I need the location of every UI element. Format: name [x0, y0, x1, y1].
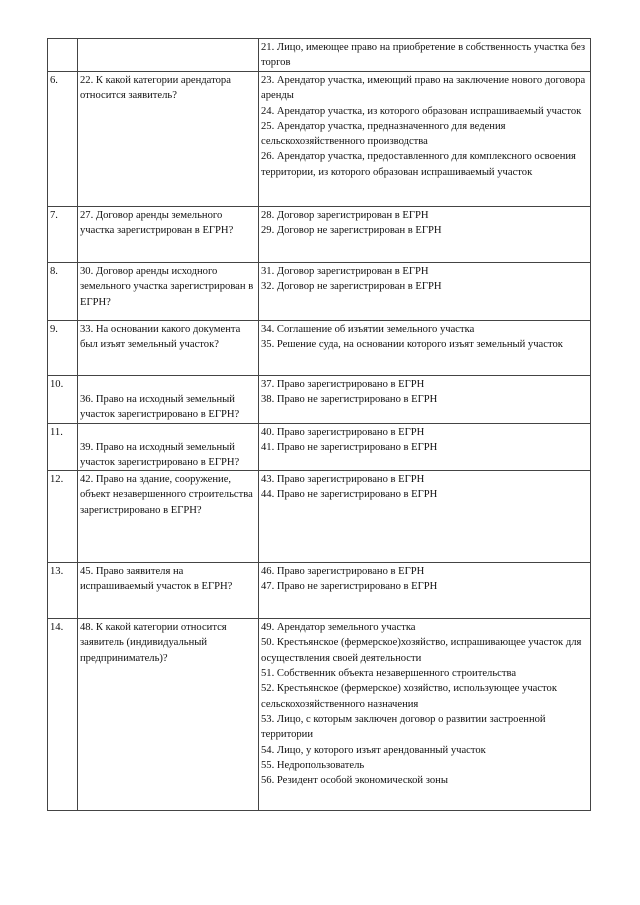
table-row — [48, 263, 591, 321]
question-text: 30. Договор аренды исходного земельного участка зарегистрирован в ЕГРН? — [80, 266, 254, 308]
question-text: 39. Право на исходный земельный участок зарегистрировано в ЕГРН? — [80, 441, 240, 468]
question-text: 48. К какой категории относится заявитель (индивидуальный предприниматель)? — [80, 622, 227, 664]
options-cell — [259, 72, 591, 207]
row-number: 10. — [48, 376, 78, 424]
answer-option: 32. Договор не зарегистрирован в ЕГРН — [261, 281, 442, 293]
table-row — [48, 72, 591, 207]
question-text: 22. К какой категории арендатора относится заявитель? — [80, 75, 231, 102]
options-cell — [259, 39, 591, 72]
options-cell — [259, 471, 591, 563]
spacer — [80, 377, 256, 392]
options-cell — [259, 563, 591, 619]
answer-option: 51. Собственник объекта незавершенного строительства — [261, 668, 517, 680]
question-cell — [78, 72, 259, 207]
options-cell — [259, 619, 591, 811]
row-number: 12. — [48, 471, 78, 563]
answer-option: 53. Лицо, с которым заключен договор о развитии застроенной территории — [261, 713, 546, 741]
question-cell — [78, 619, 259, 811]
table-row — [48, 207, 591, 263]
question-cell — [78, 563, 259, 619]
row-number: 14. — [48, 619, 78, 811]
options-cell — [259, 207, 591, 263]
answer-option: 28. Договор зарегистрирован в ЕГРН — [261, 210, 429, 221]
answer-option: 23. Арендатор участка, имеющий право на заключение нового договора аренды — [261, 75, 586, 102]
answer-option: 49. Арендатор земельного участка — [261, 622, 416, 634]
row-number: 7. — [48, 207, 78, 263]
row-number — [48, 39, 78, 72]
question-cell — [78, 423, 259, 471]
question-cell — [78, 39, 259, 72]
question-cell — [78, 376, 259, 424]
table-row — [48, 563, 591, 619]
answer-option: 43. Право зарегистрировано в ЕГРН — [261, 474, 425, 486]
answer-option: 41. Право не зарегистрировано в ЕГРН — [261, 441, 438, 453]
question-text: 33. На основании какого документа был изъят земельный участок? — [80, 324, 241, 351]
options-cell — [259, 321, 591, 376]
table-row — [48, 39, 591, 72]
answer-option: 46. Право зарегистрировано в ЕГРН — [261, 566, 425, 578]
table-row — [48, 619, 591, 811]
row-number: 9. — [48, 321, 78, 376]
table-body — [48, 39, 591, 811]
answer-option: 34. Соглашение об изъятии земельного участка — [261, 324, 475, 335]
answer-option: 52. Крестьянское (фермерское) хозяйство, использующее участок сельскохозяйственного назначения — [261, 683, 557, 710]
questionnaire-table — [47, 38, 591, 811]
table-row — [48, 376, 591, 424]
row-number: 11. — [48, 423, 78, 471]
options-cell — [259, 423, 591, 471]
answer-option: 29. Договор не зарегистрирован в ЕГРН — [261, 225, 442, 237]
answer-option: 47. Право не зарегистрировано в ЕГРН — [261, 581, 438, 593]
row-number: 13. — [48, 563, 78, 619]
answer-option: 54. Лицо, у которого изъят арендованный участок — [261, 744, 486, 756]
options-cell — [259, 263, 591, 321]
options-cell — [259, 376, 591, 424]
question-cell — [78, 471, 259, 563]
answer-option: 56. Резидент особой экономической зоны — [261, 775, 448, 787]
answer-option: 31. Договор зарегистрирован в ЕГРН — [261, 266, 429, 277]
answer-option: 25. Арендатор участка, предназначенного для ведения сельскохозяйственного производства — [261, 120, 506, 148]
row-number: 8. — [48, 263, 78, 321]
answer-option: 24. Арендатор участка, из которого образован испрашиваемый участок — [261, 105, 582, 117]
row-number: 6. — [48, 72, 78, 207]
table-row — [48, 321, 591, 376]
question-cell — [78, 207, 259, 263]
answer-option: 44. Право не зарегистрировано в ЕГРН — [261, 489, 438, 501]
answer-option: 21. Лицо, имеющее право на приобретение в собственность участка без торгов — [261, 42, 586, 69]
spacer — [80, 425, 256, 440]
answer-option: 26. Арендатор участка, предоставленного для комплексного освоения территории, из которого образован испрашиваемый участок — [261, 151, 576, 178]
question-text: 42. Право на здание, сооружение, объект незавершенного строительства зарегистрировано в ЕГРН? — [80, 474, 253, 516]
table-row — [48, 471, 591, 563]
answer-option: 37. Право зарегистрировано в ЕГРН — [261, 379, 425, 390]
answer-option: 50. Крестьянское (фермерское)хозяйство, испрашивающее участок для осуществления своей деятельности — [261, 637, 582, 664]
question-text: 45. Право заявителя на испрашиваемый участок в ЕГРН? — [80, 566, 233, 593]
table-row — [48, 423, 591, 471]
question-cell — [78, 263, 259, 321]
question-cell — [78, 321, 259, 376]
answer-option: 38. Право не зарегистрировано в ЕГРН — [261, 394, 438, 406]
answer-option: 40. Право зарегистрировано в ЕГРН — [261, 426, 425, 438]
answer-option: 35. Решение суда, на основании которого изъят земельный участок — [261, 339, 563, 351]
question-text: 27. Договор аренды земельного участка зарегистрирован в ЕГРН? — [80, 210, 234, 237]
answer-option: 55. Недропользователь — [261, 759, 365, 771]
question-text: 36. Право на исходный земельный участок зарегистрировано в ЕГРН? — [80, 394, 240, 421]
